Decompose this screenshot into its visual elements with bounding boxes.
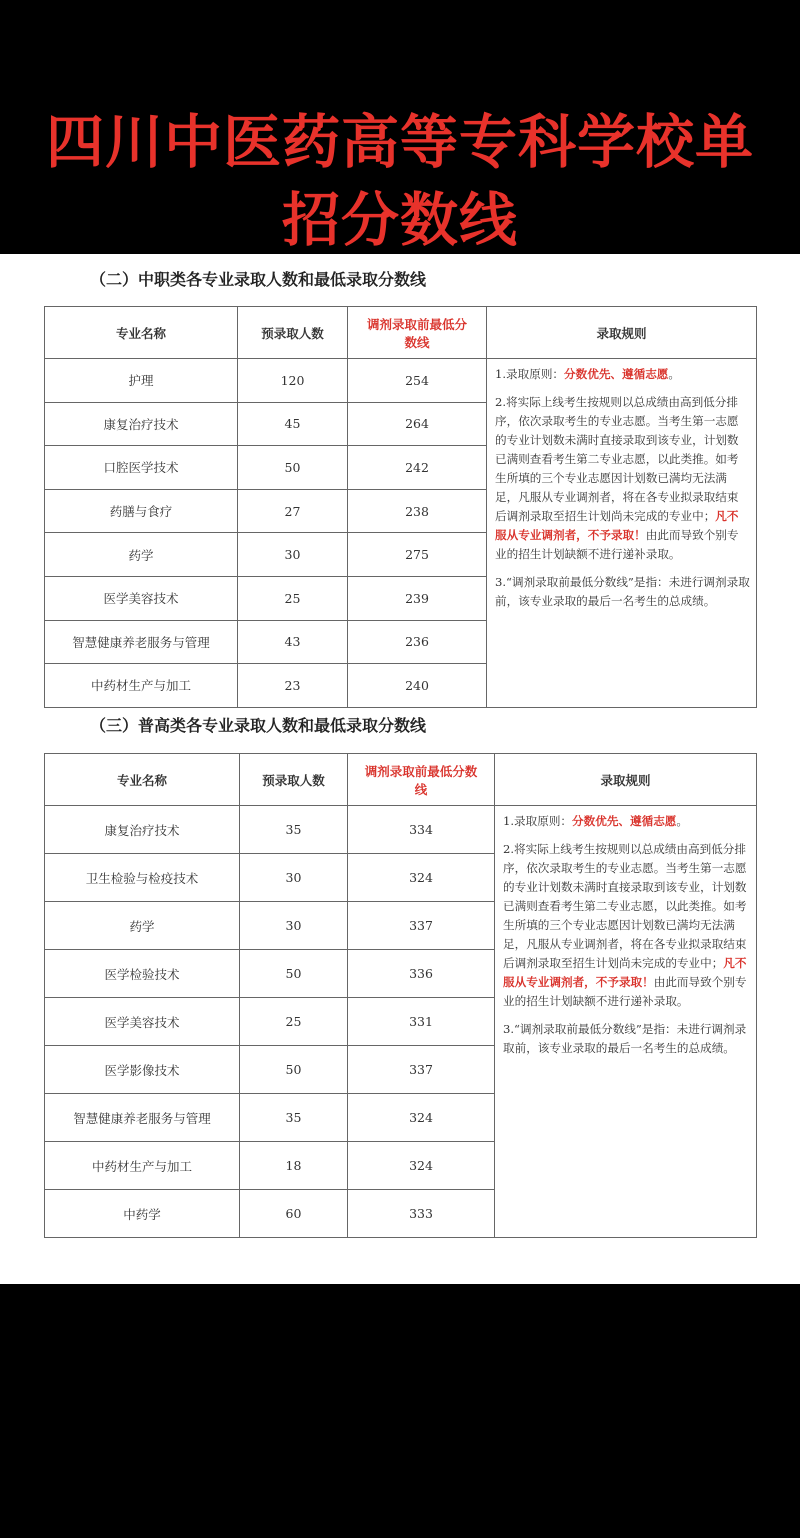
table-vocational <box>44 306 757 708</box>
cell-min-score: 239 <box>348 576 487 620</box>
cell-plan-count: 25 <box>238 576 348 620</box>
rule-2: 2.将实际上线考生按规则以总成绩由高到低分排序，依次录取考生的专业志愿。当考生第一志愿的专业计划数未满时直接录取到该专业，计划数已满则查看考生第二专业志愿，以此类推。如考生所填的三个专业志愿因计划数已满均无法满足，凡服从专业调剂者，将在各专业拟录取结束后调剂录取至招生计划尚未完成的专业中；凡不服从专业调剂者，不予录取！由此而导致个别专业的招生计划缺额不进行递补录取。 <box>495 395 739 561</box>
cell-major-name: 卫生检验与检疫技术 <box>45 854 240 902</box>
header-admission-rules: 录取规则 <box>495 754 757 806</box>
header-plan-count: 预录取人数 <box>238 307 348 359</box>
cell-major-name: 医学美容技术 <box>45 998 240 1046</box>
rule-1: 1.录取原则：分数优先、遵循志愿。 <box>503 814 688 828</box>
cell-min-score: 324 <box>348 1094 495 1142</box>
cell-min-score: 275 <box>348 533 487 577</box>
cell-major-name: 医学美容技术 <box>45 576 238 620</box>
section-title-vocational: （二）中职类各专业录取人数和最低录取分数线 <box>90 270 427 289</box>
header-min-score: 调剂录取前最低分数 线 <box>348 754 495 806</box>
cell-min-score: 264 <box>348 402 487 446</box>
cell-plan-count: 45 <box>238 402 348 446</box>
cell-plan-count: 120 <box>238 359 348 403</box>
table-row <box>45 359 757 403</box>
table-general <box>44 753 757 1238</box>
header-admission-rules: 录取规则 <box>487 307 757 359</box>
cell-plan-count: 25 <box>240 998 348 1046</box>
cell-plan-count: 18 <box>240 1142 348 1190</box>
cell-major-name: 医学影像技术 <box>45 1046 240 1094</box>
cell-plan-count: 30 <box>238 533 348 577</box>
cell-plan-count: 50 <box>240 950 348 998</box>
cell-major-name: 药学 <box>45 902 240 950</box>
cell-major-name: 医学检验技术 <box>45 950 240 998</box>
cell-min-score: 236 <box>348 620 487 664</box>
cell-plan-count: 23 <box>238 664 348 708</box>
section-title-general: （三）普高类各专业录取人数和最低录取分数线 <box>90 716 427 735</box>
cell-min-score: 337 <box>348 902 495 950</box>
cell-major-name: 智慧健康养老服务与管理 <box>45 1094 240 1142</box>
cell-plan-count: 30 <box>240 854 348 902</box>
cell-min-score: 240 <box>348 664 487 708</box>
cell-plan-count: 35 <box>240 806 348 854</box>
cell-plan-count: 60 <box>240 1190 348 1238</box>
cell-min-score: 238 <box>348 489 487 533</box>
cell-plan-count: 50 <box>238 446 348 490</box>
cell-major-name: 药膳与食疗 <box>45 489 238 533</box>
cell-min-score: 324 <box>348 854 495 902</box>
cell-major-name: 中药材生产与加工 <box>45 664 238 708</box>
cell-plan-count: 27 <box>238 489 348 533</box>
cell-min-score: 334 <box>348 806 495 854</box>
table-row <box>45 806 757 854</box>
header-major-name: 专业名称 <box>45 754 240 806</box>
bottom-black-area <box>0 1284 800 1538</box>
admission-rules-text <box>495 806 757 1238</box>
cell-major-name: 康复治疗技术 <box>45 806 240 854</box>
cell-min-score: 242 <box>348 446 487 490</box>
cell-min-score: 324 <box>348 1142 495 1190</box>
cell-major-name: 口腔医学技术 <box>45 446 238 490</box>
cell-plan-count: 50 <box>240 1046 348 1094</box>
rule-3: 3.“调剂录取前最低分数线”是指：未进行调剂录取前，该专业录取的最后一名考生的总成绩。 <box>495 575 750 608</box>
cell-major-name: 中药材生产与加工 <box>45 1142 240 1190</box>
rule-1: 1.录取原则：分数优先、遵循志愿。 <box>495 367 680 381</box>
cell-min-score: 336 <box>348 950 495 998</box>
cell-plan-count: 43 <box>238 620 348 664</box>
page-title-line2: 招分数线 <box>281 186 518 254</box>
admission-rules-text <box>487 359 757 708</box>
cell-plan-count: 35 <box>240 1094 348 1142</box>
header-min-score: 调剂录取前最低分 数线 <box>348 307 487 359</box>
rule-2: 2.将实际上线考生按规则以总成绩由高到低分排序，依次录取考生的专业志愿。当考生第一志愿的专业计划数未满时直接录取到该专业，计划数已满则查看考生第二专业志愿，以此类推。如考生所填的三个专业志愿因计划数已满均无法满足，凡服从专业调剂者，将在各专业拟录取结束后调剂录取至招生计划尚未完成的专业中；凡不服从专业调剂者，不予录取！由此而导致个别专业的招生计划缺额不进行递补录取。 <box>503 842 747 1008</box>
cell-min-score: 254 <box>348 359 487 403</box>
cell-major-name: 智慧健康养老服务与管理 <box>45 620 238 664</box>
cell-major-name: 康复治疗技术 <box>45 402 238 446</box>
cell-major-name: 中药学 <box>45 1190 240 1238</box>
header-major-name: 专业名称 <box>45 307 238 359</box>
cell-min-score: 331 <box>348 998 495 1046</box>
page-title-line1: 四川中医药高等专科学校单 <box>45 108 754 176</box>
cell-plan-count: 30 <box>240 902 348 950</box>
cell-min-score: 333 <box>348 1190 495 1238</box>
header-plan-count: 预录取人数 <box>240 754 348 806</box>
cell-major-name: 药学 <box>45 533 238 577</box>
rule-3: 3.“调剂录取前最低分数线”是指：未进行调剂录取前，该专业录取的最后一名考生的总成绩。 <box>503 1022 747 1055</box>
cell-min-score: 337 <box>348 1046 495 1094</box>
cell-major-name: 护理 <box>45 359 238 403</box>
